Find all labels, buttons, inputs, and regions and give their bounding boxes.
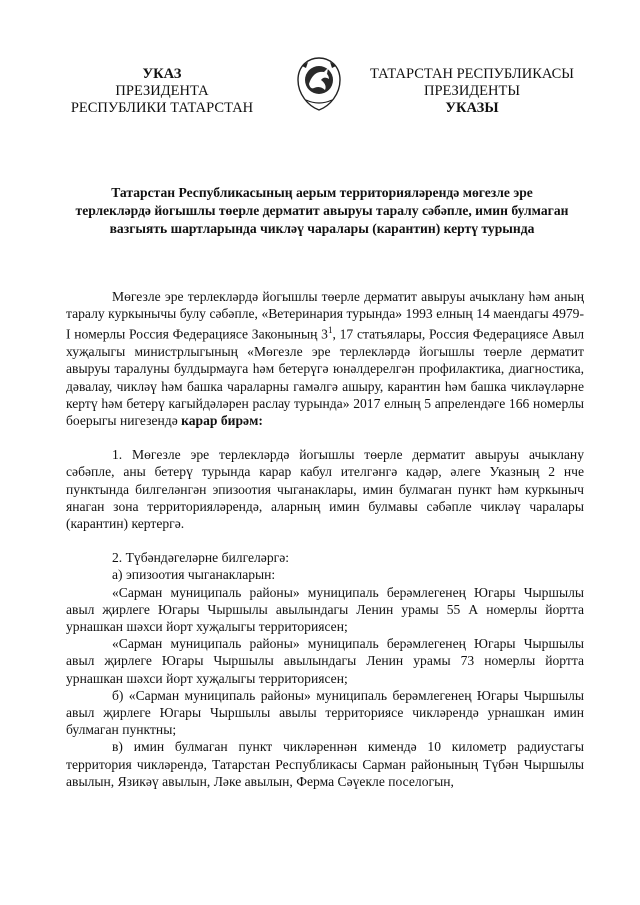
header-tatar [362, 66, 582, 117]
clause-1: 1. Мөгезле эре терлекләрдә йогышлы төерле дерматит авыруы ачыклану сәбәпле, аны бетерү турында карар кабул ителгәнгә кадәр, әлеге Указның 2 нче пунктында билгеләнгән эпизоотия чыганаклары, имин булмаган пункт һәм куркыныч янаган зона территорияләрендә, аларның имин булмавы сәбәпле чикләү чаралары (карантин) кертергә. [66, 447, 584, 531]
preamble-text-cont: , 17 статьялары, Россия Федерациясе Авыл хуҗалыгы министрлыгының «Мөгезле эре терлекләрдә йогышлы төерле дерматит авыруы таралуны булдырмауга һәм бетерүгә юнәлдерелгән профилактика, диагностика, дәвалау, чикләү һәм башка чараларны гамәлгә ашыру, карантин һәм башка чикләүләрне кертү һәм бетерү кагыйдәләрен раслау турында» 2017 елның 5 апрелендәге 166 номерлы боерыгы нигезендә [66, 326, 585, 428]
document-body [66, 288, 584, 790]
header-left-line-2: ПРЕЗИДЕНТА [115, 83, 209, 99]
document-title: Татарстан Республикасының аерым территорияләрендә мөгезле эре терлекләрдә йогышлы төерле дерматит авыруы таралу сәбәпле, имин булмаган вазгыять шартларында чикләү чаралары (карантин) кертү турында [75, 185, 569, 236]
clause-2a-heading: а) эпизоотия чыганакларын: [112, 567, 276, 583]
header-left-line-3: РЕСПУБЛИКИ ТАТАРСТАН [70, 100, 254, 116]
header-left-line-1: УКАЗ [142, 66, 182, 82]
clause-2b: б) «Сарман муниципаль районы» муниципаль берәмлегенең Югары Чыршылы авыл җирлеге Югары Чыршылы авылы территориясе чикләрендә урнашкан имин булмаган пунктны; [66, 687, 584, 738]
preamble-text: Мөгезле эре терлекләрдә йогышлы төерле дерматит авыруы ачыклану һәм аның таралу куркынычы булу сәбәпле, «Ветеринария турында» 1993 елның 14 маендагы 4979-I номерлы Россия Федерациясе Законының 3 [66, 289, 584, 342]
header-right-line-3: УКАЗЫ [445, 100, 499, 116]
decree-phrase: карар бирәм: [181, 412, 263, 428]
header-russian [58, 66, 266, 117]
clause-2-heading: 2. Түбәндәгеләрне билгеләргә: [112, 550, 290, 566]
header-right-line-1: ТАТАРСТАН РЕСПУБЛИКАСЫ [370, 66, 574, 82]
clause-2a-item-2: «Сарман муниципаль районы» муниципаль берәмлегенең Югары Чыршылы авыл җирлеге Югары Чыршылы авылындагы Ленин урамы 73 номерлы йортта урнашкан шәхси йорт хуҗалыгы территориясен; [66, 636, 584, 686]
clause-2c: в) имин булмаган пункт чикләреннән кимендә 10 километр радиустагы территория чикләрендә, Татарстан Республикасы Сарман районының Түбән Чыршылы авылын, Язикәү авылын, Ләке авылын, Ферма Сәүекле поселогын, [66, 739, 584, 789]
clause-2a-item-1: «Сарман муниципаль районы» муниципаль берәмлегенең Югары Чыршылы авыл җирлеге Югары Чыршылы авылындагы Ленин урамы 55 А номерлы йортта урнашкан шәхси йорт хуҗалыгы территориясен; [66, 584, 584, 634]
article-superscript: 1 [327, 325, 333, 336]
preamble-paragraph [66, 288, 584, 429]
header-right-line-2: ПРЕЗИДЕНТЫ [423, 83, 521, 99]
coat-of-arms-icon [294, 56, 344, 112]
